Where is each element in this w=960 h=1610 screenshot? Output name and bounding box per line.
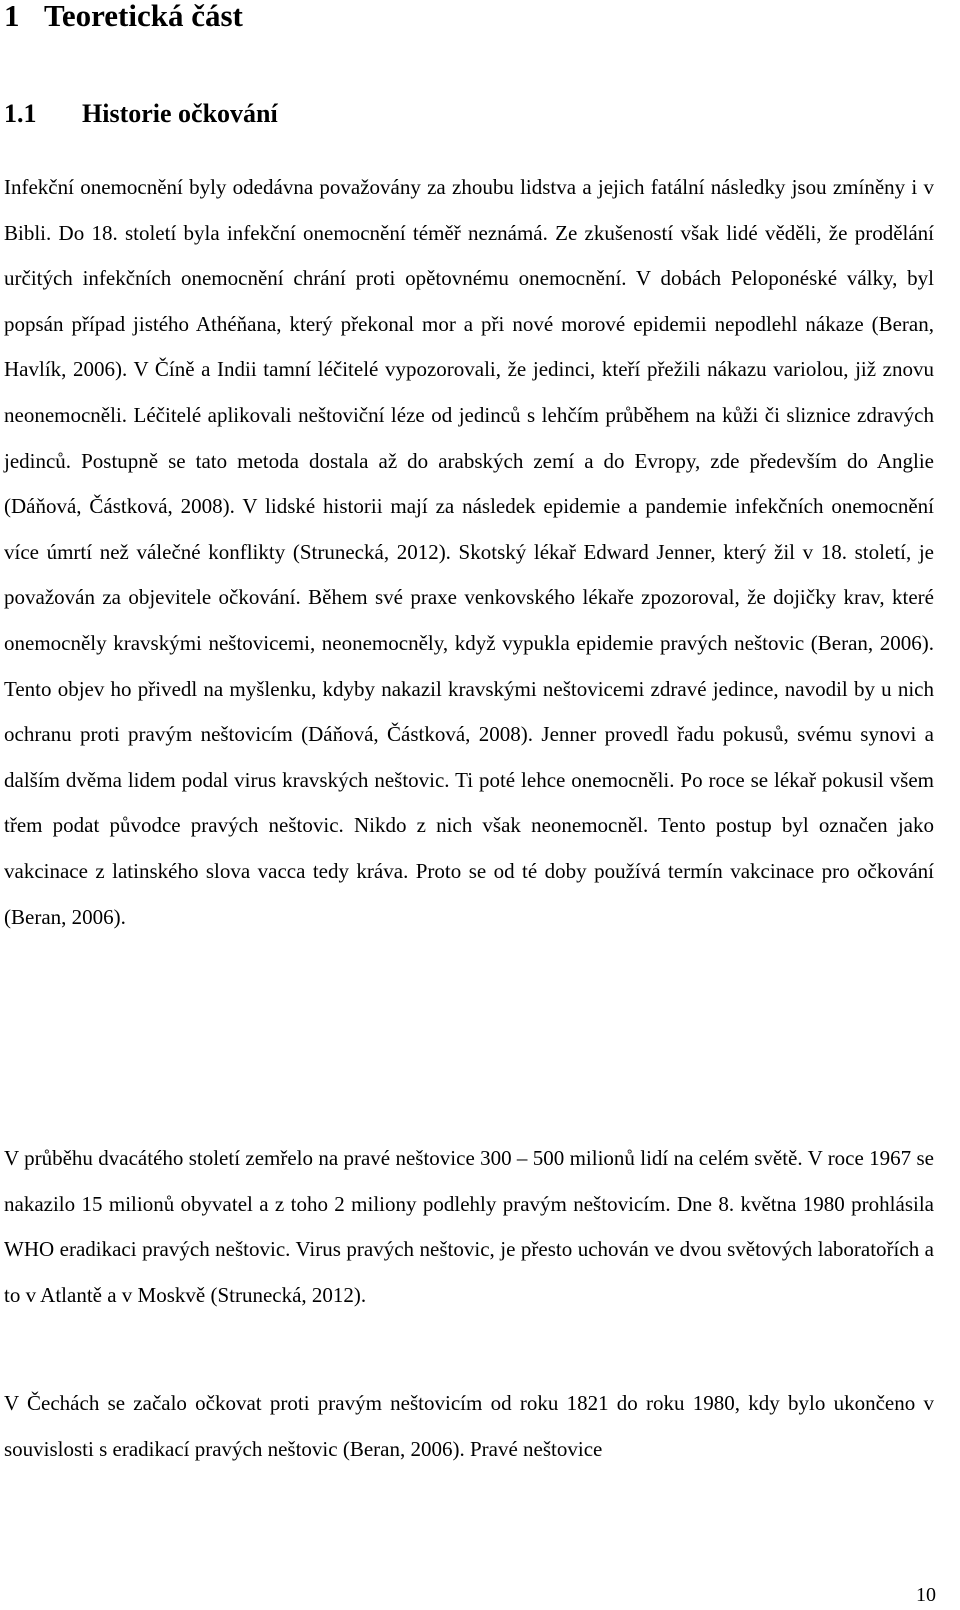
page-number: 10 bbox=[916, 1584, 936, 1606]
body-paragraph: V Čechách se začalo očkovat proti pravým neštovicím od roku 1821 do roku 1980, kdy bylo ukončeno v souvislosti s eradikací pravých neštovic (Beran, 2006). Pravé neštovice bbox=[4, 1391, 934, 1461]
section-heading bbox=[4, 94, 278, 134]
section-number: 1.1 bbox=[4, 99, 37, 128]
body-paragraph: Infekční onemocnění byly odedávna považovány za zhoubu lidstva a jejich fatální následky jsou zmíněny i v Bibli. Do 18. století byla infekční onemocnění téměř neznámá. Ze zkušeností však lidé věděli, že prodělání určitých infekčních onemocnění chrání proti opětovnému onemocnění. V dobách Peloponéské války, byl popsán případ jistého Athéňana, který překonal mor a při nové morové epidemii nepodlehl nákaze (Beran, Havlík, 2006). V Číně a Indii tamní léčitelé vypozorovali, že jedinci, kteří přežili nákazu variolou, již znovu neonemocněli. Léčitelé aplikovali neštoviční léze od jedinců s lehčím průběhem na kůži či sliznice zdravých jedinců. Postupně se tato metoda dostala až do arabských zemí a do Evropy, zde především do Anglie (Dáňová, Částková, 2008). V lidské historii mají za následek epidemie a pandemie infekčních onemocnění více úmrtí než válečné konflikty (Strunecká, 2012). Skotský lékař Edward Jenner, který žil v 18. století, je považován za objevitele očkování. Během své praxe venkovského lékaře zpozoroval, že dojičky krav, které onemocněly kravskými neštovicemi, neonemocněly, když vypukla epidemie pravých neštovic (Beran, 2006). Tento objev ho přivedl na myšlenku, kdyby nakazil kravskými neštovicemi zdravé jedince, navodil by u nich ochranu proti pravým neštovicím (Dáňová, Částková, 2008). Jenner provedl řadu pokusů, svému synovi a dalším dvěma lidem podal virus kravských neštovic. Ti poté lehce onemocněli. Po roce se lékař pokusil všem třem podat původce pravých neštovic. Nikdo z nich však neonemocněl. Tento postup byl označen jako vakcinace z latinského slova vacca tedy kráva. Proto se od té doby používá termín vakcinace pro očkování (Beran, 2006). bbox=[4, 175, 934, 929]
chapter-number: 1 bbox=[4, 0, 20, 33]
chapter-heading bbox=[4, 0, 243, 38]
chapter-title: Teoretická část bbox=[44, 0, 243, 33]
body-paragraph: V průběhu dvacátého století zemřelo na pravé neštovice 300 – 500 milionů lidí na celém světě. V roce 1967 se nakazilo 15 milionů obyvatel a z toho 2 miliony podlehly pravým neštovicím. Dne 8. května 1980 prohlásila WHO eradikaci pravých neštovic. Virus pravých neštovic, je přesto uchován ve dvou světových laboratořích a to v Atlantě a v Moskvě (Strunecká, 2012). bbox=[4, 1146, 934, 1307]
section-title: Historie očkování bbox=[82, 99, 278, 128]
